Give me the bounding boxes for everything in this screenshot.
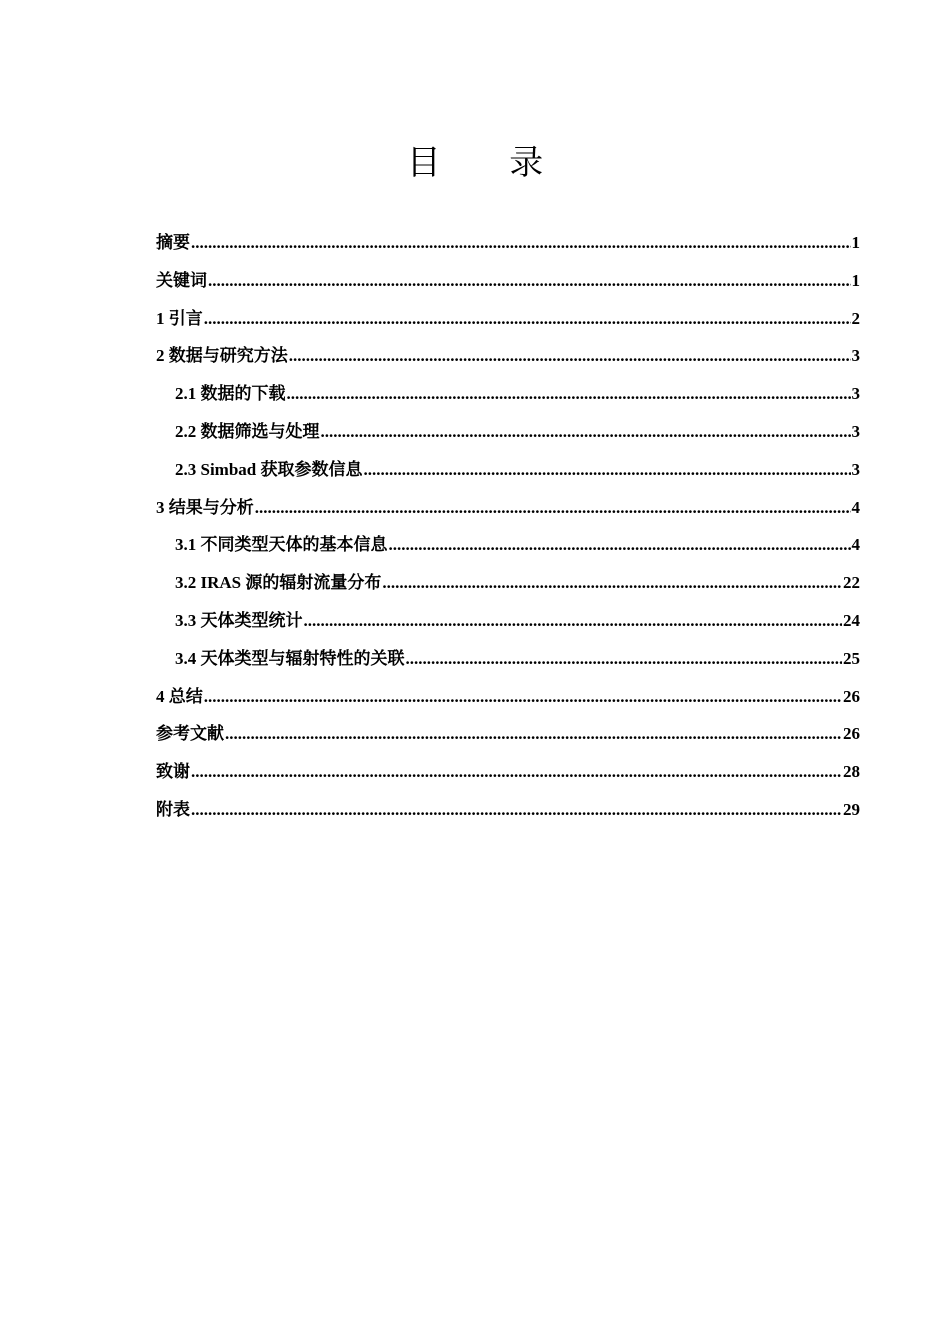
toc-dot-leader — [208, 262, 851, 300]
toc-entry[interactable] — [156, 715, 860, 753]
toc-entry-page-number: 3 — [851, 459, 860, 479]
toc-entry[interactable] — [156, 489, 860, 527]
toc-entry-page-number: 3 — [851, 421, 860, 441]
toc-dot-leader — [389, 526, 851, 564]
toc-entry[interactable] — [156, 413, 860, 451]
table-of-contents — [156, 224, 860, 829]
toc-entry-label: 致谢 — [156, 762, 190, 782]
toc-entry-label: 附表 — [156, 799, 190, 819]
toc-dot-leader — [364, 451, 851, 489]
toc-entry[interactable] — [156, 678, 860, 716]
toc-entry-page-number: 4 — [851, 535, 860, 555]
toc-entry-label: 3.2 IRAS 源的辐射流量分布 — [175, 573, 382, 593]
toc-entry[interactable] — [156, 300, 860, 338]
toc-dot-leader — [321, 413, 851, 451]
toc-entry-page-number: 1 — [851, 233, 860, 252]
toc-entry-label: 4 总结 — [156, 686, 203, 706]
toc-dot-leader — [287, 375, 851, 413]
toc-dot-leader — [225, 715, 842, 753]
toc-entry-label: 关键词 — [156, 270, 207, 290]
toc-dot-leader — [382, 564, 842, 602]
toc-entry-label: 参考文献 — [156, 724, 224, 744]
toc-entry-label: 2.1 数据的下载 — [175, 384, 286, 404]
toc-entry[interactable] — [156, 602, 860, 640]
toc-entry[interactable] — [156, 262, 860, 300]
toc-entry-page-number: 24 — [843, 610, 860, 630]
toc-entry-label: 2 数据与研究方法 — [156, 346, 288, 366]
toc-dot-leader — [289, 337, 851, 375]
toc-entry-page-number: 26 — [843, 686, 860, 706]
toc-entry[interactable] — [156, 526, 860, 564]
toc-entry-page-number: 3 — [851, 384, 860, 404]
toc-dot-leader — [304, 602, 843, 640]
toc-dot-leader — [255, 489, 851, 527]
toc-entry-page-number: 2 — [851, 308, 860, 328]
toc-entry-page-number: 22 — [843, 573, 860, 593]
toc-entry-page-number: 4 — [851, 497, 860, 517]
toc-entry-page-number: 25 — [843, 648, 860, 668]
toc-entry-label: 3.1 不同类型天体的基本信息 — [175, 535, 388, 555]
toc-entry-label: 摘要 — [156, 233, 190, 252]
toc-dot-leader — [204, 678, 842, 716]
toc-entry[interactable] — [156, 337, 860, 375]
toc-entry[interactable] — [156, 224, 860, 262]
toc-entry-page-number: 28 — [843, 762, 860, 782]
toc-entry-page-number: 1 — [851, 270, 860, 290]
toc-entry-label: 1 引言 — [156, 308, 203, 328]
toc-entry[interactable] — [156, 451, 860, 489]
toc-entry-label: 2.3 Simbad 获取参数信息 — [175, 459, 363, 479]
toc-entry-page-number: 29 — [843, 799, 860, 819]
toc-entry-page-number: 26 — [843, 724, 860, 744]
toc-entry[interactable] — [156, 375, 860, 413]
toc-entry-label: 3 结果与分析 — [156, 497, 254, 517]
toc-dot-leader — [204, 300, 851, 338]
toc-entry[interactable] — [156, 791, 860, 829]
toc-entry-label: 3.4 天体类型与辐射特性的关联 — [175, 648, 405, 668]
toc-entry[interactable] — [156, 640, 860, 678]
toc-entry[interactable] — [156, 753, 860, 791]
toc-entry-page-number: 3 — [851, 346, 860, 366]
toc-entry[interactable] — [156, 564, 860, 602]
toc-dot-leader — [191, 753, 842, 791]
toc-dot-leader — [191, 224, 851, 262]
toc-entry-label: 3.3 天体类型统计 — [175, 610, 303, 630]
toc-dot-leader — [191, 791, 842, 829]
page-title: 目 录 — [406, 145, 574, 182]
toc-entry-label: 2.2 数据筛选与处理 — [175, 421, 320, 441]
toc-dot-leader — [406, 640, 843, 678]
